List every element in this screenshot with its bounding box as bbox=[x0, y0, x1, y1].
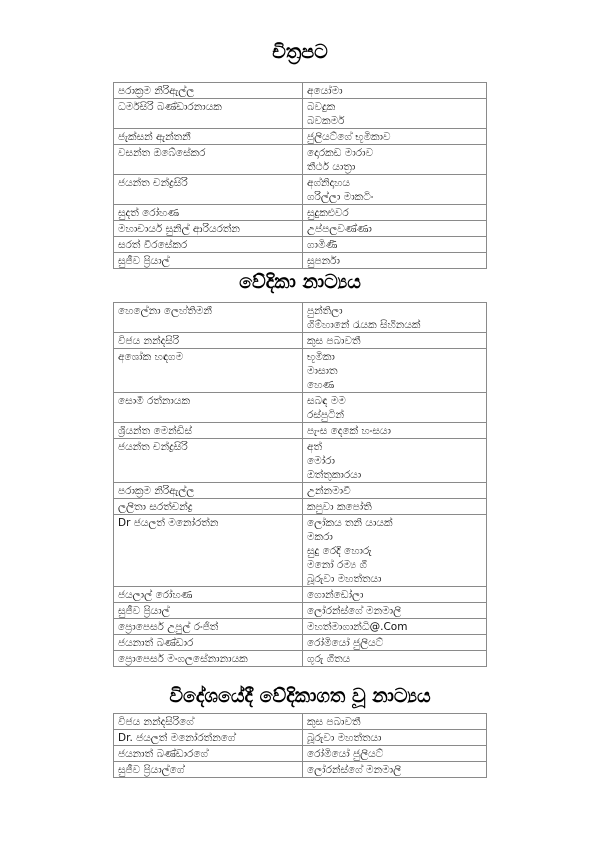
person-name-cell bbox=[114, 635, 303, 651]
table-row bbox=[114, 515, 487, 587]
table-row bbox=[114, 303, 487, 333]
work-title: බූරුවා මහත්තයා bbox=[307, 732, 382, 744]
work-title: උප්පලවණ්ණා bbox=[307, 223, 372, 235]
person-name-cell bbox=[114, 205, 303, 221]
work-titles-cell bbox=[303, 237, 487, 253]
person-name-cell bbox=[114, 483, 303, 499]
work-title: මහත්මාගාන්ධි@.Com bbox=[307, 621, 408, 633]
person-name: ජැක්සන් ඇන්තනී bbox=[118, 131, 191, 143]
work-titles-cell bbox=[303, 303, 487, 333]
table-row bbox=[114, 483, 487, 499]
work-title: ගුරු ගීතය bbox=[307, 653, 351, 665]
work-titles-cell bbox=[303, 746, 487, 762]
work-title: පැංස දෙකේ හංසයා bbox=[307, 425, 391, 437]
work-title: ලෝරන්ස්ගේ මනමාලි bbox=[307, 605, 402, 617]
work-title: අත් bbox=[307, 441, 322, 453]
person-name: සුජීව ප්‍රියාල් bbox=[118, 605, 170, 617]
table-row bbox=[114, 619, 487, 635]
person-name: සරත් වීරසේකර bbox=[118, 239, 188, 251]
person-name-cell bbox=[114, 439, 303, 483]
section-title-films: චිත්‍රපට bbox=[272, 41, 328, 63]
staged-abroad-table-body bbox=[114, 714, 487, 778]
work-titles-cell bbox=[303, 175, 487, 205]
person-name: සුදත් රෝහණ bbox=[118, 207, 180, 219]
person-name: ධර්මසිරි බණ්ඩාරනායක bbox=[118, 101, 222, 113]
table-row bbox=[114, 145, 487, 175]
work-title: රෝමියෝ ජුලියට් bbox=[307, 748, 384, 760]
work-title: ගාමිණී bbox=[307, 239, 338, 251]
person-name: මහාචාර්ය සුනිල් ආරියරත්න bbox=[118, 223, 240, 235]
person-name-cell bbox=[114, 333, 303, 349]
work-titles-cell bbox=[303, 205, 487, 221]
table-row bbox=[114, 762, 487, 778]
work-title: උන්නමාවී bbox=[307, 485, 351, 497]
work-title: ජුලියට්ගේ භූමිකාව bbox=[307, 131, 391, 143]
table-row bbox=[114, 714, 487, 730]
person-name: ලලිතා සරත්චන්ද්‍ර bbox=[118, 501, 193, 513]
person-name-cell bbox=[114, 129, 303, 145]
table-row bbox=[114, 651, 487, 667]
work-title: ගොන්ඩෝලා bbox=[307, 589, 364, 601]
work-title: සුපර්නා bbox=[307, 255, 340, 267]
table-row bbox=[114, 205, 487, 221]
table-row bbox=[114, 333, 487, 349]
work-titles-cell bbox=[303, 762, 487, 778]
person-name: Dr. ජයලත් මනෝරත්නගේ bbox=[118, 732, 236, 744]
person-name-cell bbox=[114, 221, 303, 237]
person-name-cell bbox=[114, 237, 303, 253]
table-row bbox=[114, 746, 487, 762]
person-name-cell bbox=[114, 99, 303, 129]
person-name-cell bbox=[114, 423, 303, 439]
work-title: මනෝ රම්‍ය ගී bbox=[307, 559, 367, 571]
table-row bbox=[114, 730, 487, 746]
work-titles-cell bbox=[303, 619, 487, 635]
person-name: වසන්ත ඔබේසේකර bbox=[118, 147, 206, 159]
person-name: විජය නන්දසිරිගේ bbox=[118, 716, 194, 728]
person-name-cell bbox=[114, 746, 303, 762]
work-titles-cell bbox=[303, 393, 487, 423]
work-titles-cell bbox=[303, 714, 487, 730]
work-title: භූමිකා bbox=[307, 351, 335, 363]
work-title: රස්පුටින් bbox=[307, 409, 345, 421]
table-row bbox=[114, 99, 487, 129]
table-row bbox=[114, 499, 487, 515]
stage-drama-table-body bbox=[114, 303, 487, 667]
work-title: දොරකඩ මාරාව bbox=[307, 147, 374, 159]
person-name-cell bbox=[114, 499, 303, 515]
work-title: ලෝරන්ස්ගේ මනමාලි bbox=[307, 764, 402, 776]
table-row bbox=[114, 253, 487, 269]
table-row bbox=[114, 587, 487, 603]
person-name: ජයන්ත චන්ද්‍රසිරි bbox=[118, 177, 188, 189]
work-title: බූරුවා මහත්තයා bbox=[307, 573, 382, 585]
person-name-cell bbox=[114, 175, 303, 205]
work-title: අයෝමා bbox=[307, 85, 343, 97]
person-name-cell bbox=[114, 587, 303, 603]
person-name-cell bbox=[114, 393, 303, 423]
person-name: පරාක්‍රම නිරිඇල්ල bbox=[118, 85, 195, 97]
person-name-cell bbox=[114, 303, 303, 333]
person-name: ජයලාල් රෝහණ bbox=[118, 589, 193, 601]
person-name: සුජීව ප්‍රියාල්ගේ bbox=[118, 764, 185, 776]
person-name: ප්‍රොපෙසර් උපුල් රංජිත් bbox=[118, 621, 219, 633]
work-titles-cell bbox=[303, 83, 487, 99]
person-name-cell bbox=[114, 762, 303, 778]
person-name-cell bbox=[114, 603, 303, 619]
person-name-cell bbox=[114, 349, 303, 393]
table-row bbox=[114, 635, 487, 651]
person-name: ශ්‍රියන්ත මෙන්ඩිස් bbox=[118, 425, 193, 437]
person-name: අශෝක හඳගම bbox=[118, 351, 184, 363]
section-title-staged-abroad: විදේශයේදී වේදිකාගත වූ නාට්‍යය bbox=[169, 685, 431, 707]
work-title: ගරිල්ලා මාකටිං bbox=[307, 191, 374, 203]
work-titles-cell bbox=[303, 587, 487, 603]
work-title: අග්නිදාහය bbox=[307, 177, 350, 189]
work-title: රෝමියෝ ජුලියට් bbox=[307, 637, 384, 649]
work-title: මකරා bbox=[307, 531, 333, 543]
person-name-cell bbox=[114, 730, 303, 746]
table-row bbox=[114, 603, 487, 619]
person-name: ජයනාත් බණ්ඩාරගේ bbox=[118, 748, 209, 760]
work-title: සුදු රෙදි හොරු bbox=[307, 545, 372, 557]
staged-abroad-table bbox=[113, 713, 487, 778]
work-titles-cell bbox=[303, 145, 487, 175]
work-titles-cell bbox=[303, 515, 487, 587]
person-name-cell bbox=[114, 714, 303, 730]
work-title: සුදුකළුවර bbox=[307, 207, 349, 219]
table-row bbox=[114, 221, 487, 237]
work-titles-cell bbox=[303, 483, 487, 499]
work-title: මාසාත bbox=[307, 365, 338, 377]
person-name: සොමී රත්නායක bbox=[118, 395, 190, 407]
table-row bbox=[114, 129, 487, 145]
person-name: පරාක්‍රම නිරිඇල්ල bbox=[118, 485, 195, 497]
work-titles-cell bbox=[303, 253, 487, 269]
work-title: කුස පබාවතී bbox=[307, 335, 361, 347]
person-name-cell bbox=[114, 651, 303, 667]
work-title: තීර්ථ යාත්‍රා bbox=[307, 161, 356, 173]
person-name-cell bbox=[114, 515, 303, 587]
person-name: සුජීව ප්‍රියාල් bbox=[118, 255, 170, 267]
work-title: සබඳ මම bbox=[307, 395, 346, 407]
work-titles-cell bbox=[303, 439, 487, 483]
person-name: ජයනාත් බණ්ඩාර bbox=[118, 637, 194, 649]
work-titles-cell bbox=[303, 635, 487, 651]
person-name: ප්‍රොපෙසර් මංගලසේනානායක bbox=[118, 653, 248, 665]
work-titles-cell bbox=[303, 423, 487, 439]
work-title: බවදුක bbox=[307, 101, 336, 113]
table-row bbox=[114, 393, 487, 423]
person-name: විජය නන්දසිරි bbox=[118, 335, 180, 347]
work-titles-cell bbox=[303, 333, 487, 349]
films-table-body bbox=[114, 83, 487, 269]
work-title: මෝරා bbox=[307, 455, 335, 467]
work-titles-cell bbox=[303, 129, 487, 145]
section-title-stage-drama: වේදිකා නාට්‍යය bbox=[239, 271, 361, 293]
work-titles-cell bbox=[303, 499, 487, 515]
work-titles-cell bbox=[303, 221, 487, 237]
person-name: Dr ජයලත් මනෝරත්න bbox=[118, 517, 219, 529]
work-title: හෙණ bbox=[307, 379, 335, 391]
table-row bbox=[114, 423, 487, 439]
work-title: බවකර්ම bbox=[307, 115, 345, 127]
work-titles-cell bbox=[303, 603, 487, 619]
table-row bbox=[114, 237, 487, 253]
stage-drama-table bbox=[113, 302, 487, 667]
work-titles-cell bbox=[303, 349, 487, 393]
person-name-cell bbox=[114, 83, 303, 99]
person-name: හෙලේනා ලෙහ්තිමනී bbox=[118, 305, 212, 317]
table-row bbox=[114, 439, 487, 483]
table-row bbox=[114, 83, 487, 99]
work-titles-cell bbox=[303, 730, 487, 746]
work-title: ලෝකය තනි යායක් bbox=[307, 517, 393, 529]
work-title: ඔත්තුකාරයා bbox=[307, 469, 362, 481]
work-title: පුන්තිලා bbox=[307, 305, 343, 317]
work-titles-cell bbox=[303, 651, 487, 667]
table-row bbox=[114, 175, 487, 205]
table-row bbox=[114, 349, 487, 393]
person-name-cell bbox=[114, 619, 303, 635]
person-name: ජයන්ත චන්ද්‍රසිරි bbox=[118, 441, 188, 453]
films-table bbox=[113, 82, 487, 269]
work-title: ගිම්හානේ රැයක සිහිනයක් bbox=[307, 319, 421, 331]
work-titles-cell bbox=[303, 99, 487, 129]
work-title: කුස පබාවතී bbox=[307, 716, 361, 728]
work-title: කපුවා කපෝති bbox=[307, 501, 372, 513]
person-name-cell bbox=[114, 253, 303, 269]
person-name-cell bbox=[114, 145, 303, 175]
